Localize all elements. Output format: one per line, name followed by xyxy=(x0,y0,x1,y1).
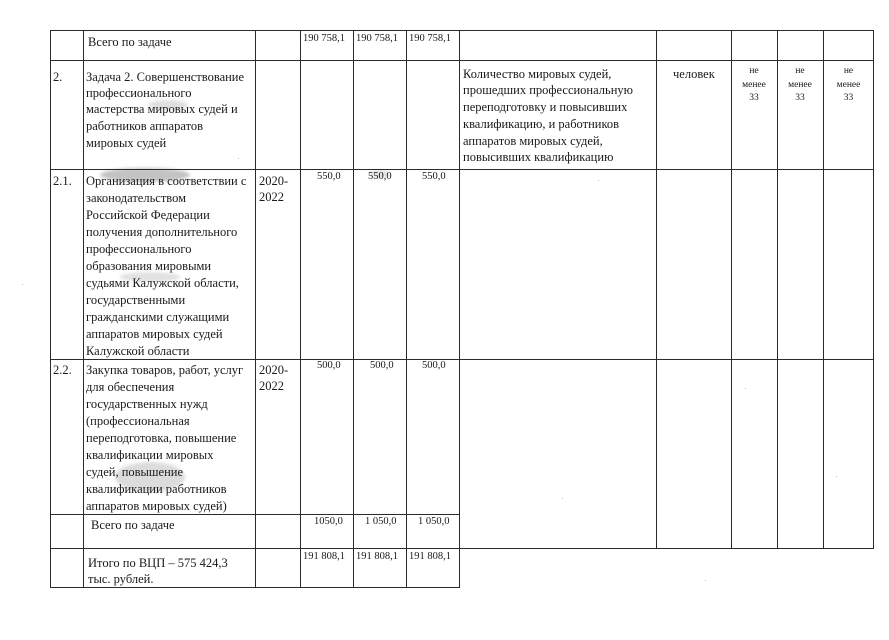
target-line: менее xyxy=(742,80,766,90)
indicator-line: аппаратов мировых судей, xyxy=(463,134,603,148)
target-line: 33 xyxy=(843,93,854,103)
item22-number: 2.2. xyxy=(53,363,72,377)
row-divider xyxy=(50,359,874,360)
task2-title-line: профессионального xyxy=(86,86,192,100)
task-total-label-2: Всего по задаче xyxy=(91,518,175,532)
table-border-right xyxy=(873,30,874,548)
task-total-2-value-3: 1 050,0 xyxy=(418,516,450,527)
column-divider xyxy=(300,30,301,587)
item22-title-line: переподготовка, повышение xyxy=(86,431,237,445)
grand-total-value-1: 191 808,1 xyxy=(303,551,345,562)
table-border-bottom xyxy=(50,587,460,588)
scan-speck xyxy=(745,388,746,389)
column-divider xyxy=(731,30,732,548)
column-divider xyxy=(83,30,84,587)
scan-speck xyxy=(562,498,563,499)
target-line: не xyxy=(843,66,854,76)
task2-title-line: Задача 2. Совершенствование xyxy=(86,70,245,84)
item21-title-line: гражданскими служащими xyxy=(86,310,230,324)
target-line: 33 xyxy=(749,93,759,103)
item21-title-line: государственными xyxy=(86,293,186,307)
scan-smudge xyxy=(148,100,188,110)
indicator-line: повысивших квалификацию xyxy=(463,150,614,164)
scan-speck xyxy=(22,284,23,285)
column-divider xyxy=(459,30,460,587)
item21-number: 2.1. xyxy=(53,174,72,188)
item22-title-line: Закупка товаров, работ, услуг xyxy=(86,363,244,377)
target-line: менее xyxy=(836,80,861,90)
column-divider xyxy=(406,30,407,587)
task-total-2-value-2: 1 050,0 xyxy=(365,516,397,527)
task-total-value-1: 190 758,1 xyxy=(303,33,345,44)
task2-number: 2. xyxy=(53,70,63,84)
item22-title-line: квалификации мировых xyxy=(86,448,214,462)
target-line: менее xyxy=(788,80,812,90)
item22-value-2: 500,0 xyxy=(370,360,394,371)
scan-smudge xyxy=(120,272,180,282)
scan-speck xyxy=(705,580,706,581)
item21-period-end: 2022 xyxy=(259,190,284,204)
table-border-top xyxy=(50,30,874,31)
scan-speck xyxy=(238,158,239,159)
item22-period-start: 2020- xyxy=(259,363,289,377)
item21-value-2: 550,0 xyxy=(368,171,392,182)
item21-title-line: Организация в соответствии с xyxy=(86,174,247,188)
task2-title-line: работников аппаратов xyxy=(86,119,204,133)
scan-speck xyxy=(598,180,599,181)
target-line: не xyxy=(749,66,759,76)
scan-speck xyxy=(836,476,837,477)
item21-title-line: Российской Федерации xyxy=(86,208,210,222)
target-line: 33 xyxy=(795,93,805,103)
item22-value-1: 500,0 xyxy=(317,360,341,371)
item21-period-start: 2020- xyxy=(259,174,289,188)
item22-value-3: 500,0 xyxy=(422,360,446,371)
column-divider xyxy=(823,30,824,548)
indicator-line: Количество мировых судей, xyxy=(463,67,612,81)
task2-title-line: мировых судей xyxy=(86,136,167,150)
row-divider xyxy=(50,60,874,61)
item21-title-line: получения дополнительного xyxy=(86,225,238,239)
indicator-line: прошедших профессиональную xyxy=(463,83,633,97)
item21-title-line: аппаратов мировых судей xyxy=(86,327,223,341)
item21-value-3: 550,0 xyxy=(422,171,446,182)
task2-title-line: мастерства мировых судей и xyxy=(86,102,238,116)
item22-period-end: 2022 xyxy=(259,379,284,393)
item22-title-line: для обеспечения xyxy=(86,380,175,394)
item21-title-line: законодательством xyxy=(86,191,187,205)
indicator-unit: человек xyxy=(673,67,715,81)
indicator-line: переподготовку и повысивших xyxy=(463,100,628,114)
row-divider xyxy=(50,548,874,549)
column-divider xyxy=(656,30,657,548)
item21-title-line: судьями Калужской области, xyxy=(86,276,239,290)
item21-title-line: Калужской области xyxy=(86,344,190,358)
column-divider xyxy=(777,30,778,548)
item22-title-line: судей, повышение xyxy=(86,465,184,479)
scan-smudge xyxy=(370,170,390,178)
item22-title-line: государственных нужд xyxy=(86,397,208,411)
grand-total-label-line: Итого по ВЦП – 575 424,3 xyxy=(88,556,228,570)
scan-smudge xyxy=(115,462,185,492)
item21-title-line: образования мировыми xyxy=(86,259,212,273)
task-total-2-value-1: 1050,0 xyxy=(314,516,343,527)
column-divider xyxy=(50,30,51,587)
column-divider xyxy=(255,30,256,587)
grand-total-value-2: 191 808,1 xyxy=(356,551,398,562)
indicator-line: квалификацию, и работников xyxy=(463,117,620,131)
scan-smudge xyxy=(100,168,190,182)
task-total-value-3: 190 758,1 xyxy=(409,33,451,44)
item22-title-line: (профессиональная xyxy=(86,414,190,428)
item22-title-line: квалификации работников xyxy=(86,482,227,496)
item21-title-line: профессионального xyxy=(86,242,192,256)
grand-total-label-line: тыс. рублей. xyxy=(88,572,154,586)
item21-value-1: 550,0 xyxy=(317,171,341,182)
grand-total-value-3: 191 808,1 xyxy=(409,551,451,562)
task-total-value-2: 190 758,1 xyxy=(356,33,398,44)
item22-title-line: аппаратов мировых судей) xyxy=(86,499,227,513)
column-divider xyxy=(353,30,354,587)
target-line: не xyxy=(795,66,805,76)
task-total-label: Всего по задаче xyxy=(88,35,172,49)
